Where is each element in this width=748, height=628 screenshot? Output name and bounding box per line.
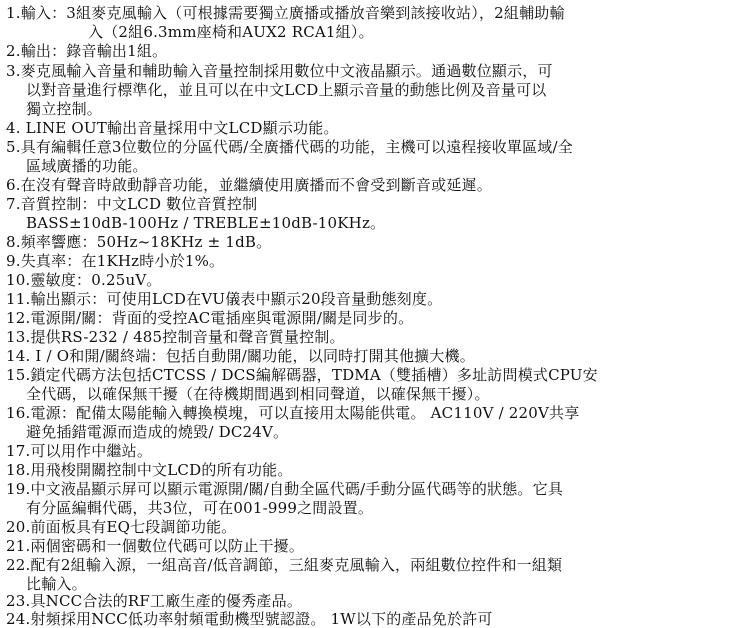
spec-line-15-cont: 全代碼，以確保無干擾（在待機期間遇到相同聲道，以確保無干擾）。 xyxy=(26,385,490,403)
spec-line-3-cont-b: 獨立控制。 xyxy=(26,100,103,118)
spec-line-19: 19.中文液晶顯示屏可以顯示電源開/關/自動全區代碼/手動分區代碼等的狀態。它具 xyxy=(6,480,564,498)
spec-line-3: 3.麥克風輸入音量和輔助輸入音量控制採用數位中文液晶顯示。通過數位顯示，可 xyxy=(6,62,553,80)
spec-line-5-cont: 區域廣播的功能。 xyxy=(26,157,148,175)
spec-line-19-cont: 有分區編輯代碼，共3位，可在001-999之間設置。 xyxy=(26,499,374,517)
spec-line-9: 9.失真率：在1KHz時小於1%。 xyxy=(6,252,225,270)
spec-line-14: 14. I / O和開/關終端：包括自動開/關功能，以同時打開其他擴大機。 xyxy=(6,347,475,365)
spec-line-23: 23.具NCC合法的RF工廠生產的優秀產品。 xyxy=(6,592,303,610)
spec-line-20: 20.前面板具有EQ七段調節功能。 xyxy=(6,518,237,536)
spec-line-11: 11.輸出顯示：可使用LCD在VU儀表中顯示20段音量動態刻度。 xyxy=(6,290,443,308)
spec-line-4: 4. LINE OUT輸出音量採用中文LCD顯示功能。 xyxy=(6,119,339,137)
spec-line-18: 18.用飛梭開關控制中文LCD的所有功能。 xyxy=(6,461,293,479)
spec-line-7: 7.音質控制：中文LCD 數位音質控制 xyxy=(6,195,258,213)
spec-line-17: 17.可以用作中繼站。 xyxy=(6,442,153,460)
spec-line-16: 16.電源：配備太陽能輸入轉換模塊，可以直接用太陽能供電。 AC110V / 220V共享 xyxy=(6,404,580,422)
spec-line-22-cont: 比輸入。 xyxy=(26,575,87,593)
spec-line-12: 12.電源開/關：背面的受控AC電插座與電源開/關是同步的。 xyxy=(6,309,414,327)
spec-line-16-cont: 避免插錯電源而造成的燒毀/ DC24V。 xyxy=(26,423,289,441)
spec-line-1-cont: 入（2組6.3mm座椅和AUX2 RCA1組）。 xyxy=(88,23,374,41)
spec-line-7-cont: BASS±10dB-100Hz / TREBLE±10dB-10KHz。 xyxy=(26,214,386,232)
spec-line-24: 24.射頻採用NCC低功率射頻電動機型號認證。 1W以下的產品免於許可 xyxy=(6,610,493,628)
spec-line-5: 5.具有編輯任意3位數位的分區代碼/全廣播代碼的功能，主機可以遠程接收單區域/全 xyxy=(6,138,573,156)
spec-line-15: 15.鎖定代碼方法包括CTCSS / DCS編解碼器，TDMA（雙插槽）多址訪問模式CPU安 xyxy=(6,366,598,384)
spec-line-6: 6.在沒有聲音時啟動靜音功能，並繼續使用廣播而不會受到斷音或延遲。 xyxy=(6,176,492,194)
spec-line-2: 2.輸出：錄音輸出1組。 xyxy=(6,42,168,60)
spec-line-22: 22.配有2組輸入源，一組高音/低音調節，三組麥克風輸入，兩組數位控件和一組類 xyxy=(6,556,563,574)
spec-line-1: 1.輸入：3組麥克風輸入（可根據需要獨立廣播或播放音樂到該接收站），2組輔助輸 xyxy=(6,4,565,22)
spec-line-3-cont-a: 以對音量進行標準化，並且可以在中文LCD上顯示音量的動態比例及音量可以 xyxy=(26,81,547,99)
spec-line-21: 21.兩個密碼和一個數位代碼可以防止干擾。 xyxy=(6,537,305,555)
spec-line-13: 13.提供RS-232 / 485控制音量和聲音質量控制。 xyxy=(6,328,345,346)
spec-line-10: 10.靈敏度：0.25uV。 xyxy=(6,271,162,289)
spec-line-8: 8.頻率響應：50Hz~18KHz ± 1dB。 xyxy=(6,233,272,251)
